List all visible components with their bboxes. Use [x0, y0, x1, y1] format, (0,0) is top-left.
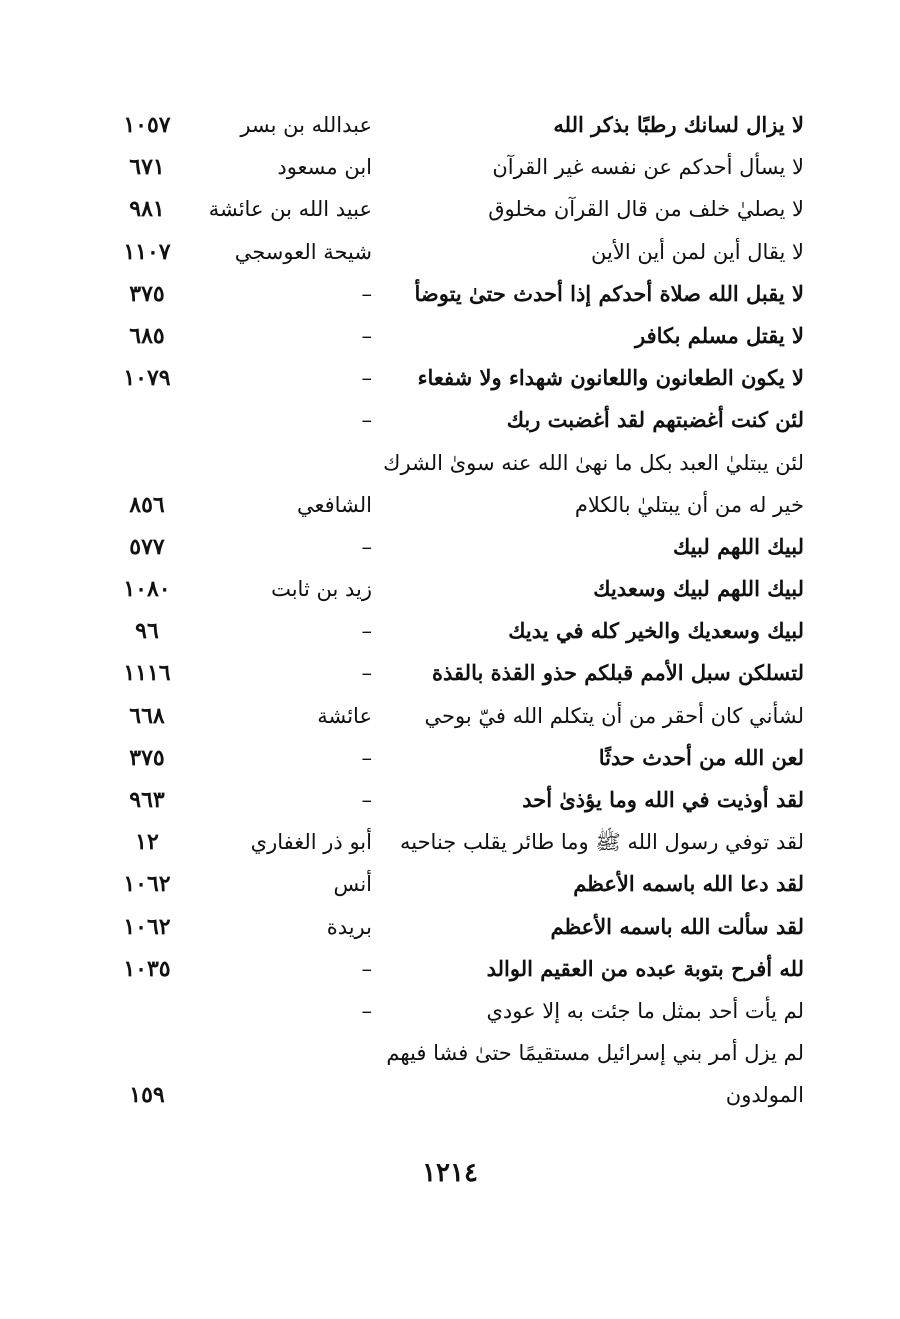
index-row	[0, 610, 900, 652]
index-row	[0, 1074, 900, 1116]
entry-text: لا يزال لسانك رطبًا بذكر الله	[553, 112, 804, 137]
entry-narrator: عبدالله بن بسر	[240, 113, 372, 137]
entry-text: لشأني كان أحقر من أن يتكلم الله فيّ بوحي	[424, 703, 804, 728]
entry-page: ٦٨٥	[129, 322, 165, 349]
index-row	[0, 652, 900, 694]
entry-page: ١٠٦٢	[123, 913, 171, 940]
index-row	[0, 188, 900, 230]
index-row	[0, 779, 900, 821]
entry-narrator: زيد بن ثابت	[271, 577, 372, 602]
entry-narrator: –	[361, 998, 372, 1023]
index-row	[0, 737, 900, 779]
entry-text: لا يسأل أحدكم عن نفسه غير القرآن	[492, 155, 804, 180]
index-row	[0, 231, 900, 273]
entry-page: ٥٧٧	[129, 533, 165, 560]
entry-text: لبيك اللهم لبيك	[672, 533, 804, 559]
entry-text: لقد سألت الله باسمه الأعظم	[550, 913, 804, 939]
entry-narrator: عبيد الله بن عائشة	[208, 197, 372, 222]
index-row	[0, 104, 900, 146]
entry-page: ٨٥٦	[129, 491, 165, 518]
entry-text: خير له من أن يبتليٰ بالكلام	[574, 492, 804, 517]
entry-page: ١٠٦٢	[123, 871, 171, 898]
entry-narrator: –	[361, 281, 372, 306]
entry-text: لم يزل أمر بني إسرائيل مستقيمًا حتىٰ فشا فيهم	[386, 1041, 804, 1066]
entry-text: لعن الله من أحدث حدثًا	[598, 744, 804, 770]
index-row	[0, 695, 900, 737]
entry-page: ٩٨١	[129, 196, 165, 223]
entry-page: ٦٦٨	[129, 702, 165, 729]
entry-text: لقد توفي رسول الله ﷺ وما طائر يقلب جناحيه	[399, 830, 804, 855]
entry-page: ١٠٨٠	[123, 576, 171, 603]
index-row	[0, 146, 900, 188]
entry-page: ١٠٧٩	[123, 365, 171, 392]
index-row	[0, 399, 900, 441]
entry-page: ١١١٦	[123, 660, 171, 687]
entry-narrator: –	[361, 788, 372, 812]
entry-narrator: –	[361, 745, 372, 770]
index-row	[0, 442, 900, 484]
index-row	[0, 568, 900, 610]
index-row	[0, 526, 900, 568]
entry-text: لقد دعا الله باسمه الأعظم	[573, 871, 804, 897]
entry-text: لله أفرح بتوبة عبده من العقيم الوالد	[486, 955, 804, 981]
index-row	[0, 273, 900, 315]
entry-text: المولدون	[725, 1083, 804, 1108]
entry-text: لبيك وسعديك والخير كله في يديك	[508, 618, 804, 644]
entry-text: لبيك اللهم لبيك وسعديك	[593, 576, 804, 602]
index-row	[0, 357, 900, 399]
index-rows	[0, 104, 900, 1117]
entry-narrator: –	[361, 366, 372, 391]
entry-page: ١١٠٧	[123, 238, 171, 265]
entry-narrator: شيحة العوسجي	[234, 239, 372, 264]
index-row	[0, 906, 900, 948]
entry-narrator: أبو ذر الغفاري	[250, 830, 372, 855]
index-row	[0, 863, 900, 905]
index-row	[0, 484, 900, 526]
index-row	[0, 990, 900, 1032]
entry-text: لقد أوذيت في الله وما يؤذىٰ أحد	[522, 787, 804, 812]
entry-page: ١٠٣٥	[123, 955, 171, 982]
entry-page: ٣٧٥	[129, 744, 165, 771]
entry-text: لتسلكن سبل الأمم قبلكم حذو القذة بالقذة	[432, 660, 804, 686]
entry-page: ٩٦	[135, 618, 159, 645]
entry-text: لا يقال أين لمن أين الأين	[591, 239, 804, 264]
entry-text: لا يقبل الله صلاة أحدكم إذا أحدث حتىٰ يتوضأ	[414, 280, 804, 306]
page-number: ١٢١٤	[422, 1158, 478, 1188]
entry-text: لم يأت أحد بمثل ما جئت به إلا عودي	[486, 998, 804, 1023]
entry-narrator: –	[361, 661, 372, 686]
entry-page: ٩٦٣	[129, 787, 165, 813]
index-row	[0, 315, 900, 357]
index-row	[0, 1032, 900, 1074]
entry-narrator: –	[361, 619, 372, 644]
entry-page: ١٠٥٧	[123, 112, 171, 138]
entry-text: لا يقتل مسلم بكافر	[635, 322, 804, 348]
entry-text: لئن يبتليٰ العبد بكل ما نهىٰ الله عنه سوىٰ الشرك	[383, 450, 804, 475]
entry-narrator: ابن مسعود	[277, 155, 372, 180]
entry-page: ١٢	[135, 829, 159, 856]
entry-page: ٣٧٥	[129, 280, 165, 307]
index-row	[0, 948, 900, 990]
entry-narrator: بريدة	[326, 914, 372, 939]
entry-text: لئن كنت أغضبتهم لقد أغضبت ربك	[506, 407, 804, 433]
entry-narrator: أنس	[333, 872, 372, 897]
entry-narrator: –	[361, 534, 372, 559]
entry-narrator: –	[361, 408, 372, 433]
entry-narrator: –	[361, 956, 372, 981]
index-row	[0, 821, 900, 863]
entry-narrator: –	[361, 323, 372, 348]
entry-narrator: الشافعي	[296, 492, 372, 517]
entry-page: ١٥٩	[129, 1082, 165, 1109]
entry-text: لا يكون الطعانون واللعانون شهداء ولا شفعاء	[417, 365, 804, 391]
entry-page: ٦٧١	[129, 154, 165, 181]
entry-narrator: عائشة	[317, 703, 372, 728]
entry-text: لا يصليٰ خلف من قال القرآن مخلوق	[488, 197, 804, 222]
